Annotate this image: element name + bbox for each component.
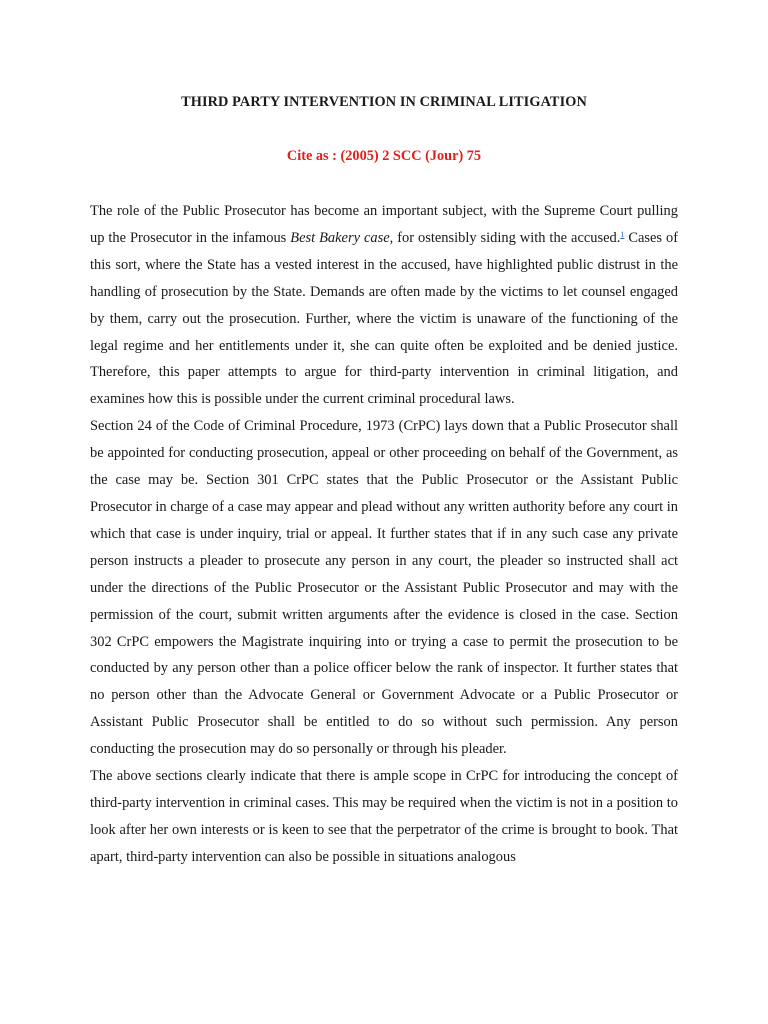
citation-line: Cite as : (2005) 2 SCC (Jour) 75 [286, 148, 482, 164]
paragraph-intro-text-2: , for ostensibly siding with the accused. [389, 229, 621, 246]
document-title: THIRD PARTY INTERVENTION IN CRIMINAL LITIGATION [181, 94, 587, 110]
paragraph-intro [90, 198, 678, 413]
case-name-italic: Best Bakery case [290, 229, 390, 246]
paragraph-sections: Section 24 of the Code of Criminal Procedure, 1973 (CrPC) lays down that a Public Prosecutor shall be appointed for conducting prosecution, appeal or other proceeding on behalf of the Government, as the case may be. Section 301 CrPC states that the Public Prosecutor or the Assistant Public Prosecutor in charge of a case may appear and plead without any written authority before any court in which that case is under inquiry, trial or appeal. It further states that if in any such case any private person instructs a pleader to prosecute any person in any court, the pleader so instructed shall act under the directions of the Public Prosecutor or the Assistant Public Prosecutor and may with the permission of the court, submit written arguments after the evidence is closed in the case. Section 302 CrPC empowers the Magistrate inquiring into or trying a case to permit the prosecution to be conducted by any person other than a police officer below the rank of inspector. It further states that no person other than the Advocate General or Government Advocate or a Public Prosecutor or Assistant Public Prosecutor shall be entitled to do so without such permission. Any person conducting the prosecution may do so personally or through his pleader. [90, 418, 678, 758]
paragraph-intro-text-1: The role of the Public Prosecutor has become an important subject, with the Supreme Court pulling up the Prosecutor in the infamous [90, 203, 678, 246]
footnote-link[interactable]: 1 [620, 229, 625, 239]
paragraph-analysis: The above sections clearly indicate that there is ample scope in CrPC for introducing the concept of third-party intervention in criminal cases. This may be required when the victim is not in a position to look after her own interests or is keen to see that the perpetrator of the crime is brought to book. That apart, third-party intervention can also be possible in situations analogous [90, 768, 678, 865]
document-body [90, 198, 678, 871]
paragraph-intro-text-3: Cases of this sort, where the State has a vested interest in the accused, have highlighted public distrust in the handling of prosecution by the State. Demands are often made by the victims to let counsel engaged by them, carry out the prosecution. Further, where the victim is unaware of the functioning of the legal regime and her entitlements under it, she can quite often be exploited and be denied justice. Therefore, this paper attempts to argue for third-party intervention in criminal litigation, and examines how this is possible under the current criminal procedural laws. [90, 229, 678, 408]
